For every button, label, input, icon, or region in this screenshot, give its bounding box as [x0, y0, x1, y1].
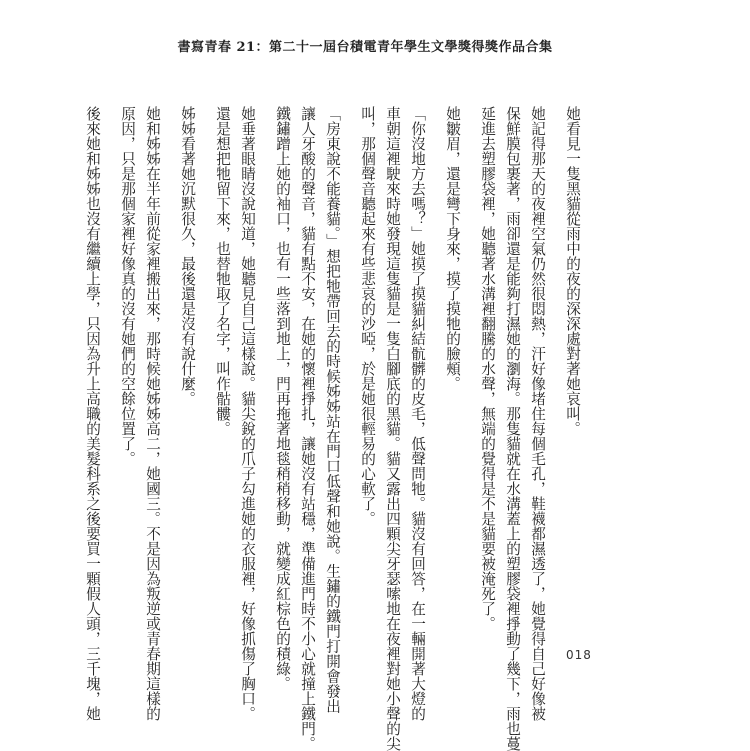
text-column: 保鮮膜包裹著，雨卻還是能夠打濕她的瀏海。那隻貓就在水溝蓋上的塑膠袋裡掙動了幾下，雨也蔓 [504, 106, 521, 751]
text-column: 後來她和姊姊也沒有繼續上學，只因為升上高職的美髮科系之後要買一顆假人頭，三千塊，她 [84, 106, 101, 721]
text-column: 讓人牙酸的聲音，貓有點不安，在她的懷裡掙扎，讓她沒有站穩，準備進門時不小心就撞上鐵門。 [299, 106, 316, 751]
text-column: 她和姊姊在半年前從家裡搬出來，那時候她姊姊高二，她國三。不是因為叛逆或青春期這樣的 [144, 106, 161, 721]
page-number: 018 [566, 648, 592, 662]
text-column: 叫，那個聲音聽起來有些悲哀的沙啞，於是她很輕易的心軟了。 [359, 106, 376, 526]
text-column: 延進去塑膠袋裡，她聽著水溝裡翻騰的水聲，無端的覺得是不是貓要被淹死了。 [479, 106, 496, 631]
text-column: 她皺眉，還是彎下身來，摸了摸牠的臉頰。 [444, 106, 461, 391]
text-column: 鐵鏽蹭上她的袖口，也有一些落到地上，門再拖著地毯稍稍移動，就變成紅棕色的積綠。 [274, 106, 291, 691]
text-column: 「房東說不能養貓。」想把牠帶回去的時候姊姊站在門口低聲和她說。生鏽的鐵門打開會發出 [324, 106, 341, 714]
text-column: 她垂著眼睛沒說知道，她聽見自己這樣說。貓尖銳的爪子勾進她的衣服裡，好像抓傷了胸口。 [239, 106, 256, 721]
text-column: 「你沒地方去嗎？」她摸了摸貓糾結骯髒的皮毛，低聲問牠。貓沒有回答，在一輛開著大燈的 [409, 106, 426, 721]
text-column: 原因，只是那個家裡好像真的沒有她們的空餘位置了。 [119, 106, 136, 466]
running-header: 書寫青春 21：第二十一屆台積電青年學生文學獎得獎作品合集 [177, 40, 553, 55]
text-column: 還是想把牠留下來，也替牠取了名字，叫作骷髏。 [214, 106, 231, 436]
text-column: 姊姊看著她沉默很久，最後還是沒有說什麼。 [179, 106, 196, 406]
text-column: 車朝這裡駛來時她發現這隻貓是一隻白腳底的黑貓。貓又露出四顆尖牙瑟嗦地在夜裡對她小聲的尖 [384, 106, 401, 751]
text-column: 她看見一隻黑貓從雨中的夜的深深處對著她哀叫。 [564, 106, 581, 436]
text-column: 她記得那天的夜裡空氣仍然很悶熱，汗好像堵住每個毛孔，鞋襪都濕透了，她覺得自己好像被 [529, 106, 546, 721]
